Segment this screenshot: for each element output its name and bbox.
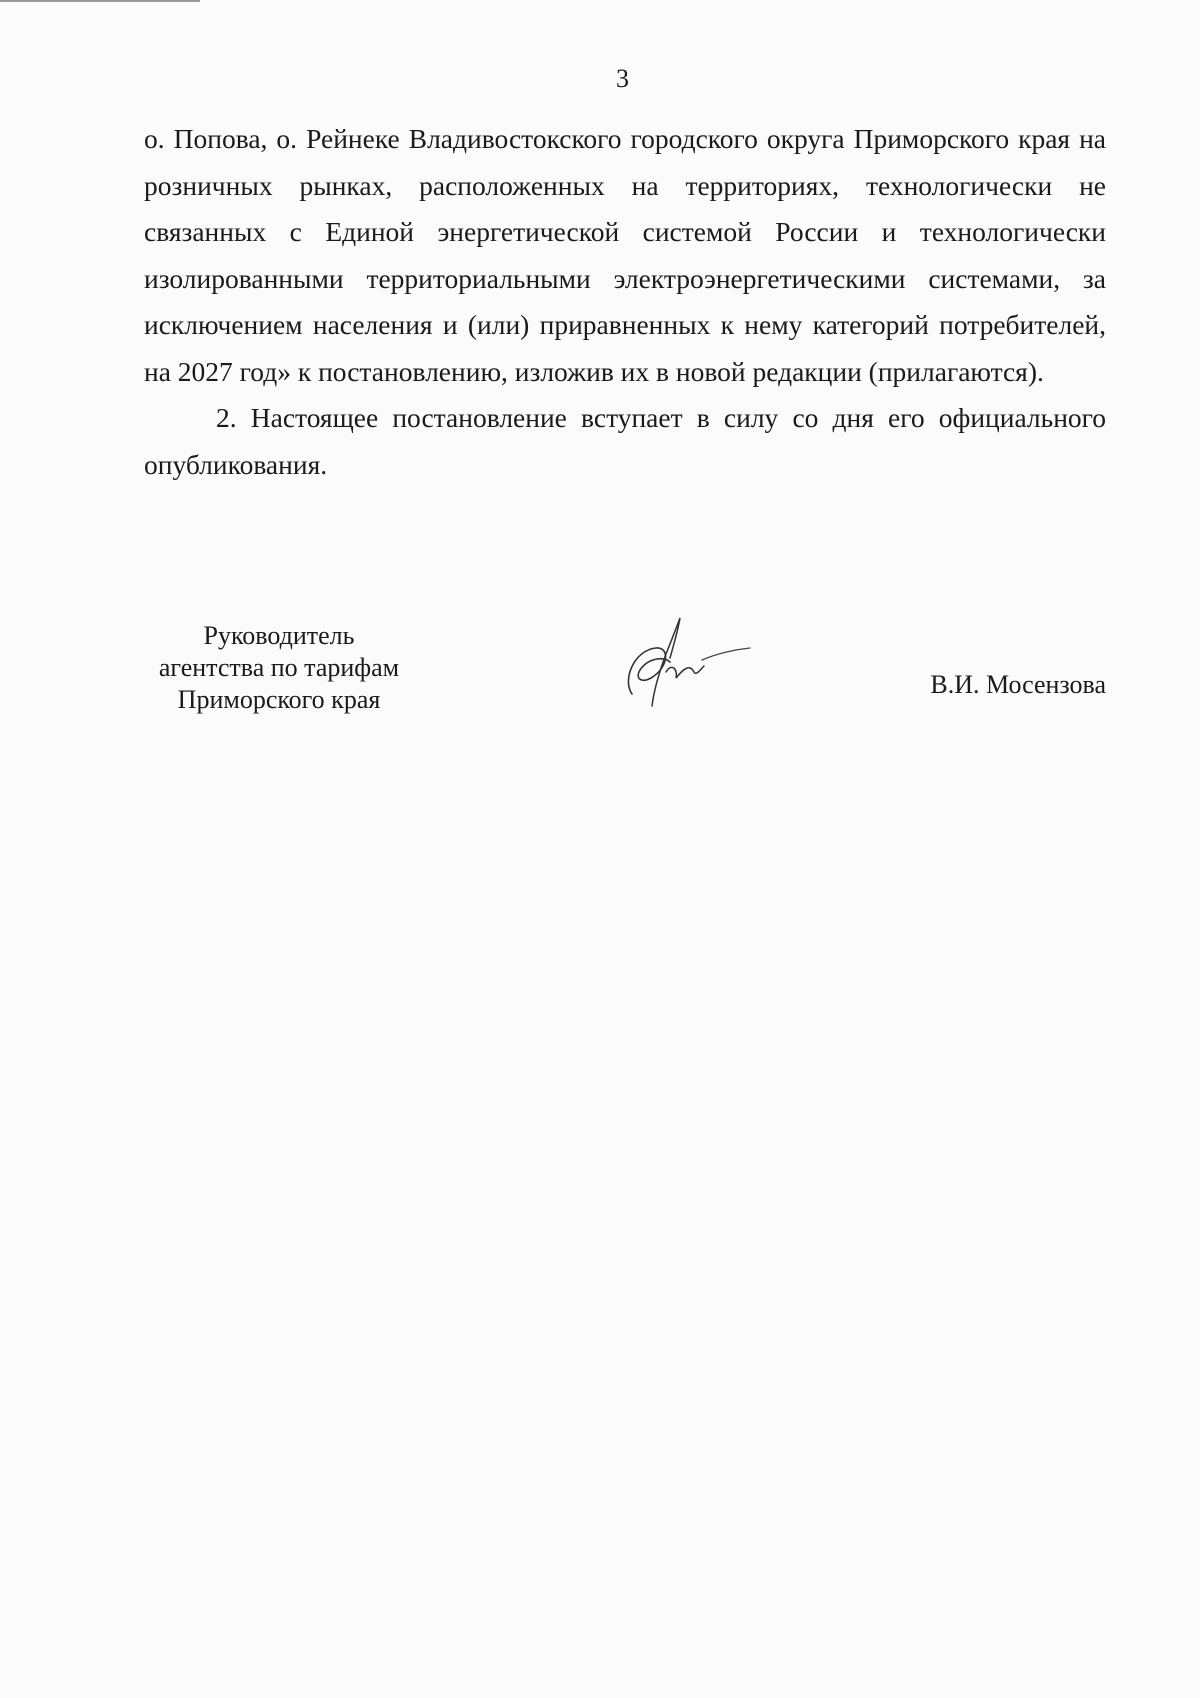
signer-position-line-1: Руководитель bbox=[203, 621, 355, 650]
signer-position-line-3: Приморского края bbox=[177, 685, 381, 714]
page-number: 3 bbox=[616, 64, 629, 93]
signature-block bbox=[144, 620, 1106, 730]
paragraph-2: 2. Настоящее постановление вступает в силу со дня его официального опубликования. bbox=[144, 402, 1106, 480]
signer-position-line-2: агентства по тарифам bbox=[158, 653, 400, 682]
signer-position bbox=[144, 620, 414, 716]
paragraph-1: о. Попова, о. Рейнеке Владивостокского городского округа Приморского края на розничных рынках, расположенных на территориях, технологически не связанных с Единой энергетической системой России и технологически изолированными территориальными электроэнергетическими системами, за исключением населения и (или) приравненных к нему категорий потребителей, на 2027 год» к постановлению, изложив их в новой редакции (прилагаются). bbox=[144, 123, 1106, 387]
scan-edge-line bbox=[0, 0, 200, 2]
document-body bbox=[144, 116, 1106, 488]
handwritten-signature bbox=[604, 610, 764, 720]
signer-name: В.И. Мосензова bbox=[930, 670, 1106, 699]
